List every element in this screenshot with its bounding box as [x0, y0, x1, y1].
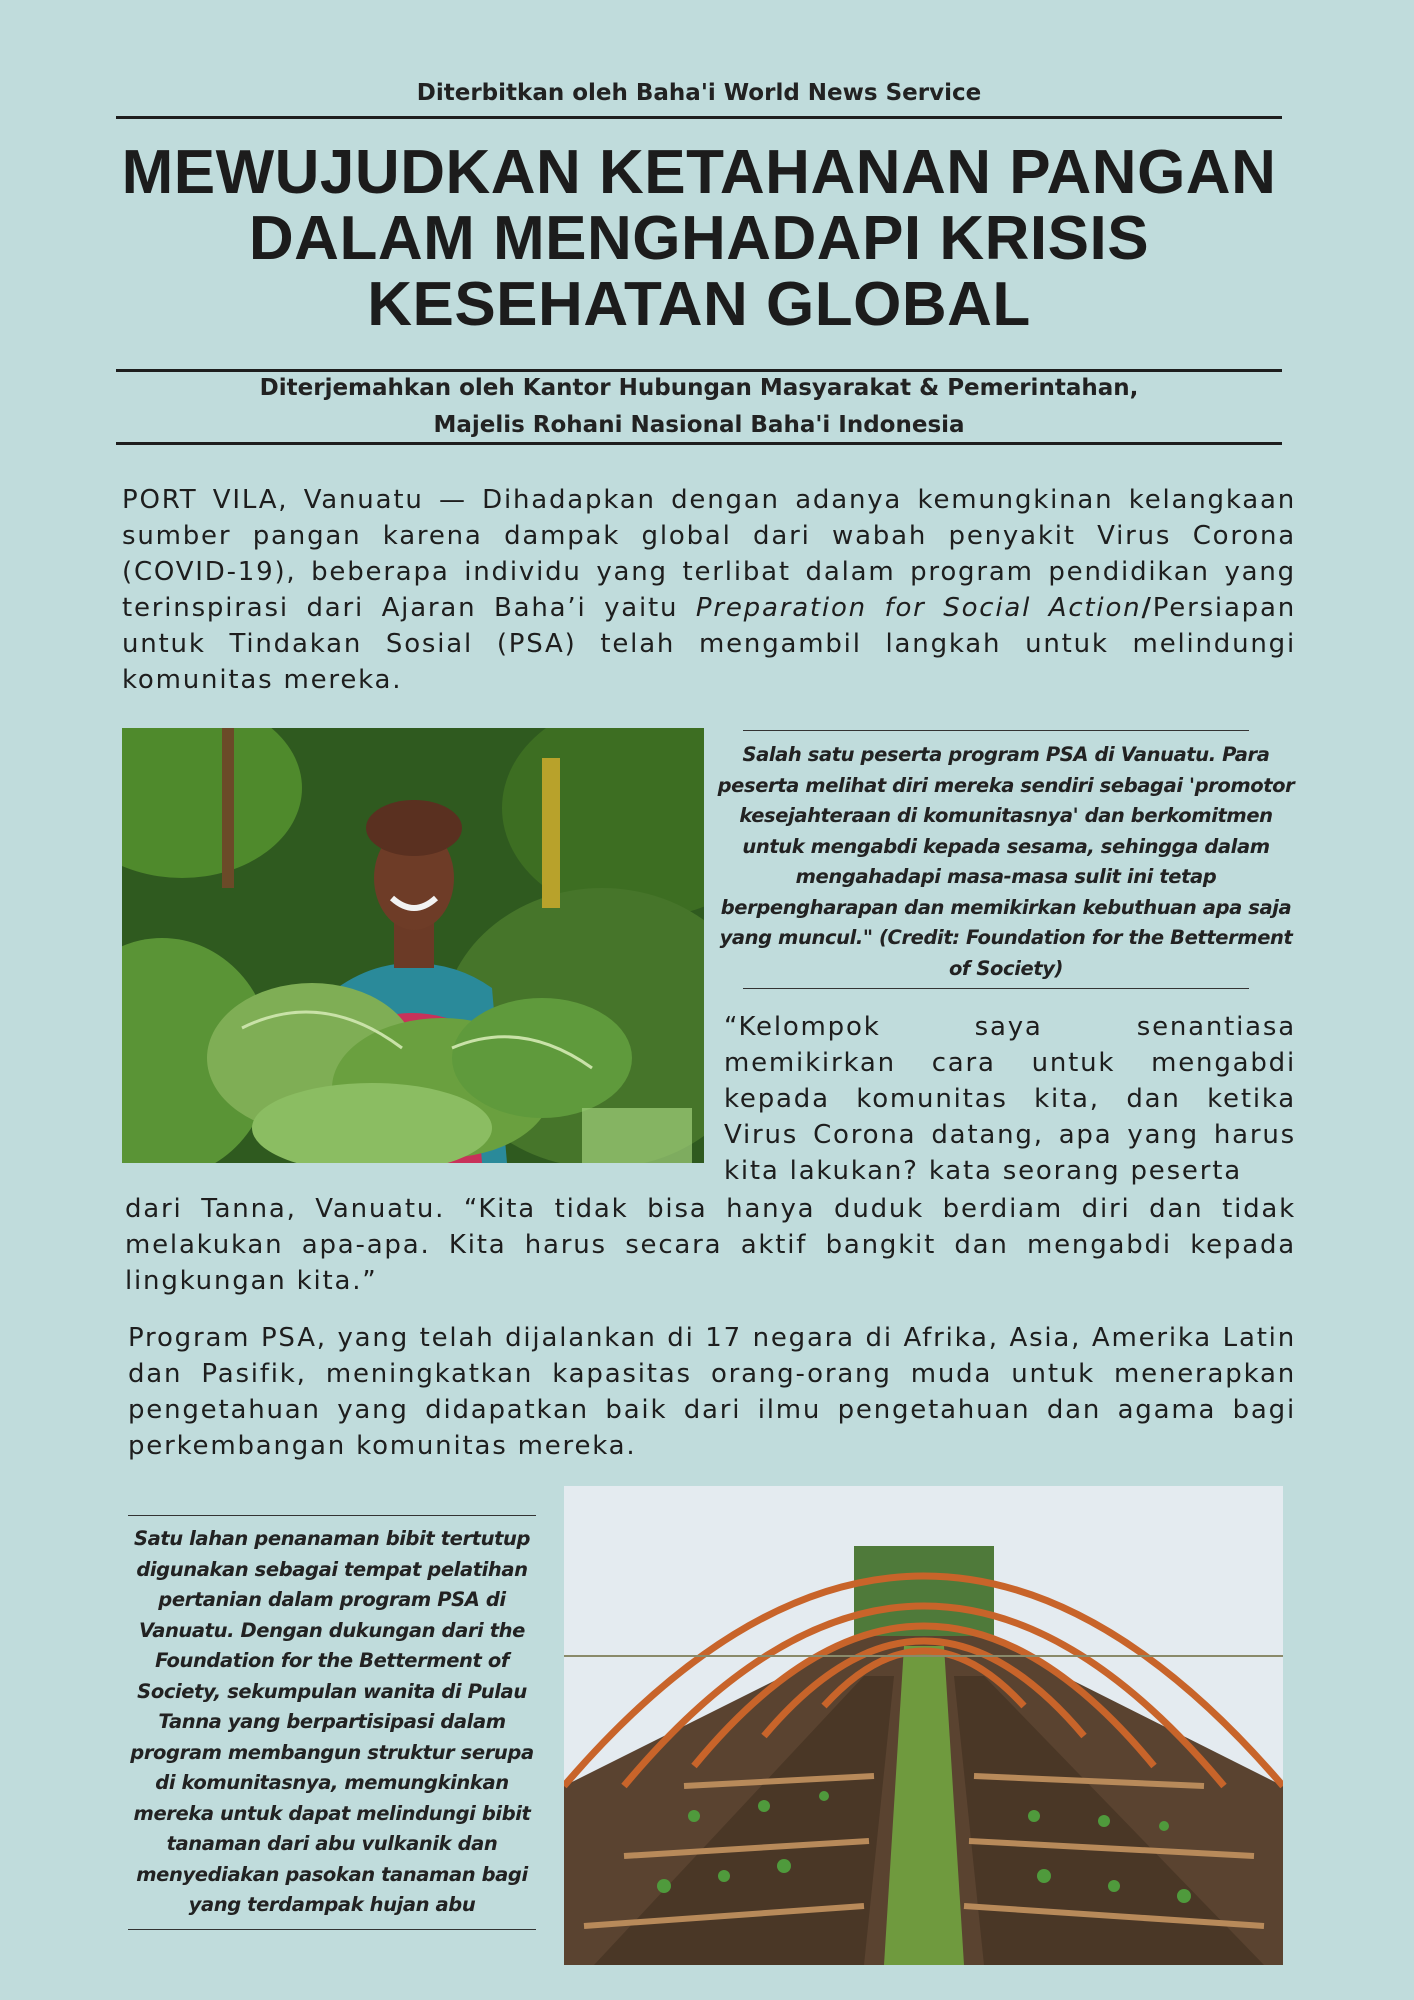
translator-credit: [116, 370, 1282, 444]
intro-italic-title: Preparation for Social Action: [695, 593, 1142, 623]
intro-paragraph: [122, 482, 1296, 698]
intro-slash: /: [1141, 593, 1153, 623]
caption1-top-rule: [743, 730, 1249, 731]
translator-line-1: Diterjemahkan oleh Kantor Hubungan Masyarakat & Pemerintahan,: [259, 375, 1139, 401]
greenhouse-photo: [564, 1486, 1283, 1965]
page-title: [116, 140, 1282, 338]
publisher-line: Diterbitkan oleh Baha'i World News Service: [416, 80, 982, 106]
program-paragraph: Program PSA, yang telah dijalankan di 17 negara di Afrika, Asia, Amerika Latin dan Pasifik, meningkatkan kapasitas orang-orang muda untuk menerapkan pengetahuan yang didapatkan baik dari ilmu pengetahuan dan agama bagi perkembangan komunitas mereka.: [128, 1323, 1296, 1461]
header-top-rule: [116, 116, 1282, 119]
translator-bottom-rule: [116, 442, 1282, 445]
participant-photo: [122, 728, 704, 1163]
quote-beside-image: “Kelompok saya senantiasa memikirkan cara untuk mengabdi kepada komunitas kita, dan ketika Virus Corona datang, apa yang harus kita lakukan? kata seorang peserta: [724, 1012, 1296, 1186]
caption2-bottom-rule: [128, 1929, 536, 1930]
intro-text-part2: Persiapan untuk Tindakan Sosial (PSA) telah mengambil langkah untuk melindungi komunitas mereka.: [122, 593, 1296, 695]
intro-text-part1: PORT VILA, Vanuatu — Dihadapkan dengan adanya kemungkinan kelangkaan sumber pangan karena dampak global dari wabah penyakit Virus Corona (COVID-19), beberapa individu yang terlibat dalam program pendidikan yang terinspirasi dari Ajaran Baha’i yaitu: [122, 485, 1296, 623]
caption2-top-rule: [128, 1515, 536, 1516]
quote-continued: dari Tanna, Vanuatu. “Kita tidak bisa hanya duduk berdiam diri dan tidak melakukan apa-apa. Kita harus secara aktif bangkit dan mengabdi kepada lingkungan kita.”: [125, 1194, 1296, 1296]
title-line-3: KESEHATAN GLOBAL: [367, 270, 1031, 339]
title-line-2: DALAM MENGHADAPI KRISIS: [248, 204, 1150, 273]
photo2-caption: Satu lahan penanaman bibit tertutup digunakan sebagai tempat pelatihan pertanian dalam program PSA di Vanuatu. Dengan dukungan dari the Foundation for the Betterment of Society, sekumpulan wanita di Pulau Tanna yang berpartisipasi dalam program membangun struktur serupa di komunitasnya, memungkinkan mereka untuk dapat melindungi bibit tanaman dari abu vulkanik dan menyediakan pasokan tanaman bagi yang terdampak hujan abu: [130, 1527, 534, 1916]
title-line-1: MEWUJUDKAN KETAHANAN PANGAN: [121, 138, 1277, 207]
caption1-bottom-rule: [743, 988, 1249, 989]
translator-line-2: Majelis Rohani Nasional Baha'i Indonesia: [433, 412, 965, 438]
photo1-caption: Salah satu peserta program PSA di Vanuatu. Para peserta melihat diri mereka sendiri sebagai 'promotor kesejahteraan di komunitasnya' dan berkomitmen untuk mengabdi kepada sesama, sehingga dalam mengahadapi masa-masa sulit ini tetap berpengharapan dan memikirkan kebuthuan apa saja yang muncul." (Credit: Foundation for the Betterment of Society): [717, 743, 1295, 980]
